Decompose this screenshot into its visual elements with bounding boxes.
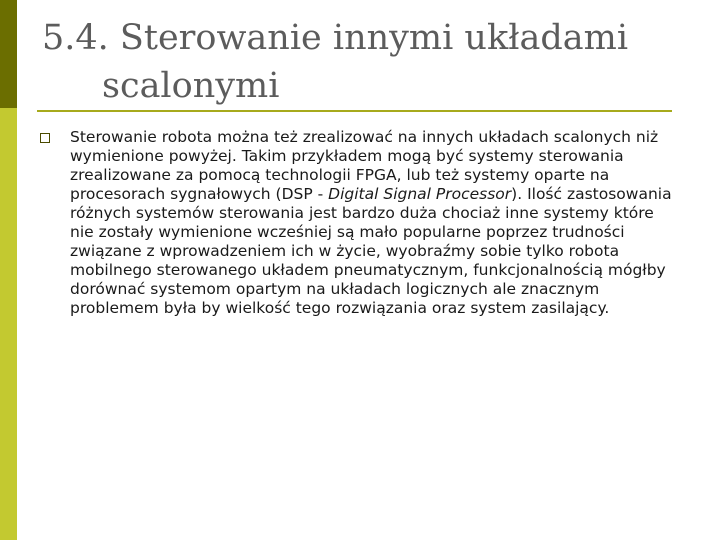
slide-title xyxy=(42,14,682,110)
slide-title-line2: scalonymi xyxy=(102,66,280,106)
bullet-text xyxy=(70,128,680,318)
bullet-text-part2: ). Ilość zastosowania różnych systemów sterowania jest bardzo duża chociaż inne systemy które nie zostały wymienione wcześniej są mało popularne poprzez trudności związane z wprowadzeniem ich w życie, wyobraźmy sobie tylko robota mobilnego sterowanego układem pneumatycznym, funkcjonalnością mógłby dorównać systemom opartym na układach logicznych ale znacznym problemem była by wielkość tego rozwiązania oraz system zasilający. xyxy=(70,185,672,317)
bullet-text-part1: Sterowanie robota można też zrealizować na innych układach scalonych niż wymienione powyżej. Takim przykładem mogą być systemy sterowania zrealizowane za pomocą technologii FPGA, lub też systemy oparte na procesorach sygnałowych (DSP - xyxy=(70,128,659,203)
sidebar-light-band xyxy=(0,108,17,540)
sidebar-dark-band xyxy=(0,0,17,108)
bullet-text-italic: Digital Signal Processor xyxy=(328,185,512,203)
square-bullet-icon xyxy=(40,133,50,143)
title-divider xyxy=(37,110,672,112)
slide-title-line1: 5.4. Sterowanie innymi układami xyxy=(42,18,629,58)
